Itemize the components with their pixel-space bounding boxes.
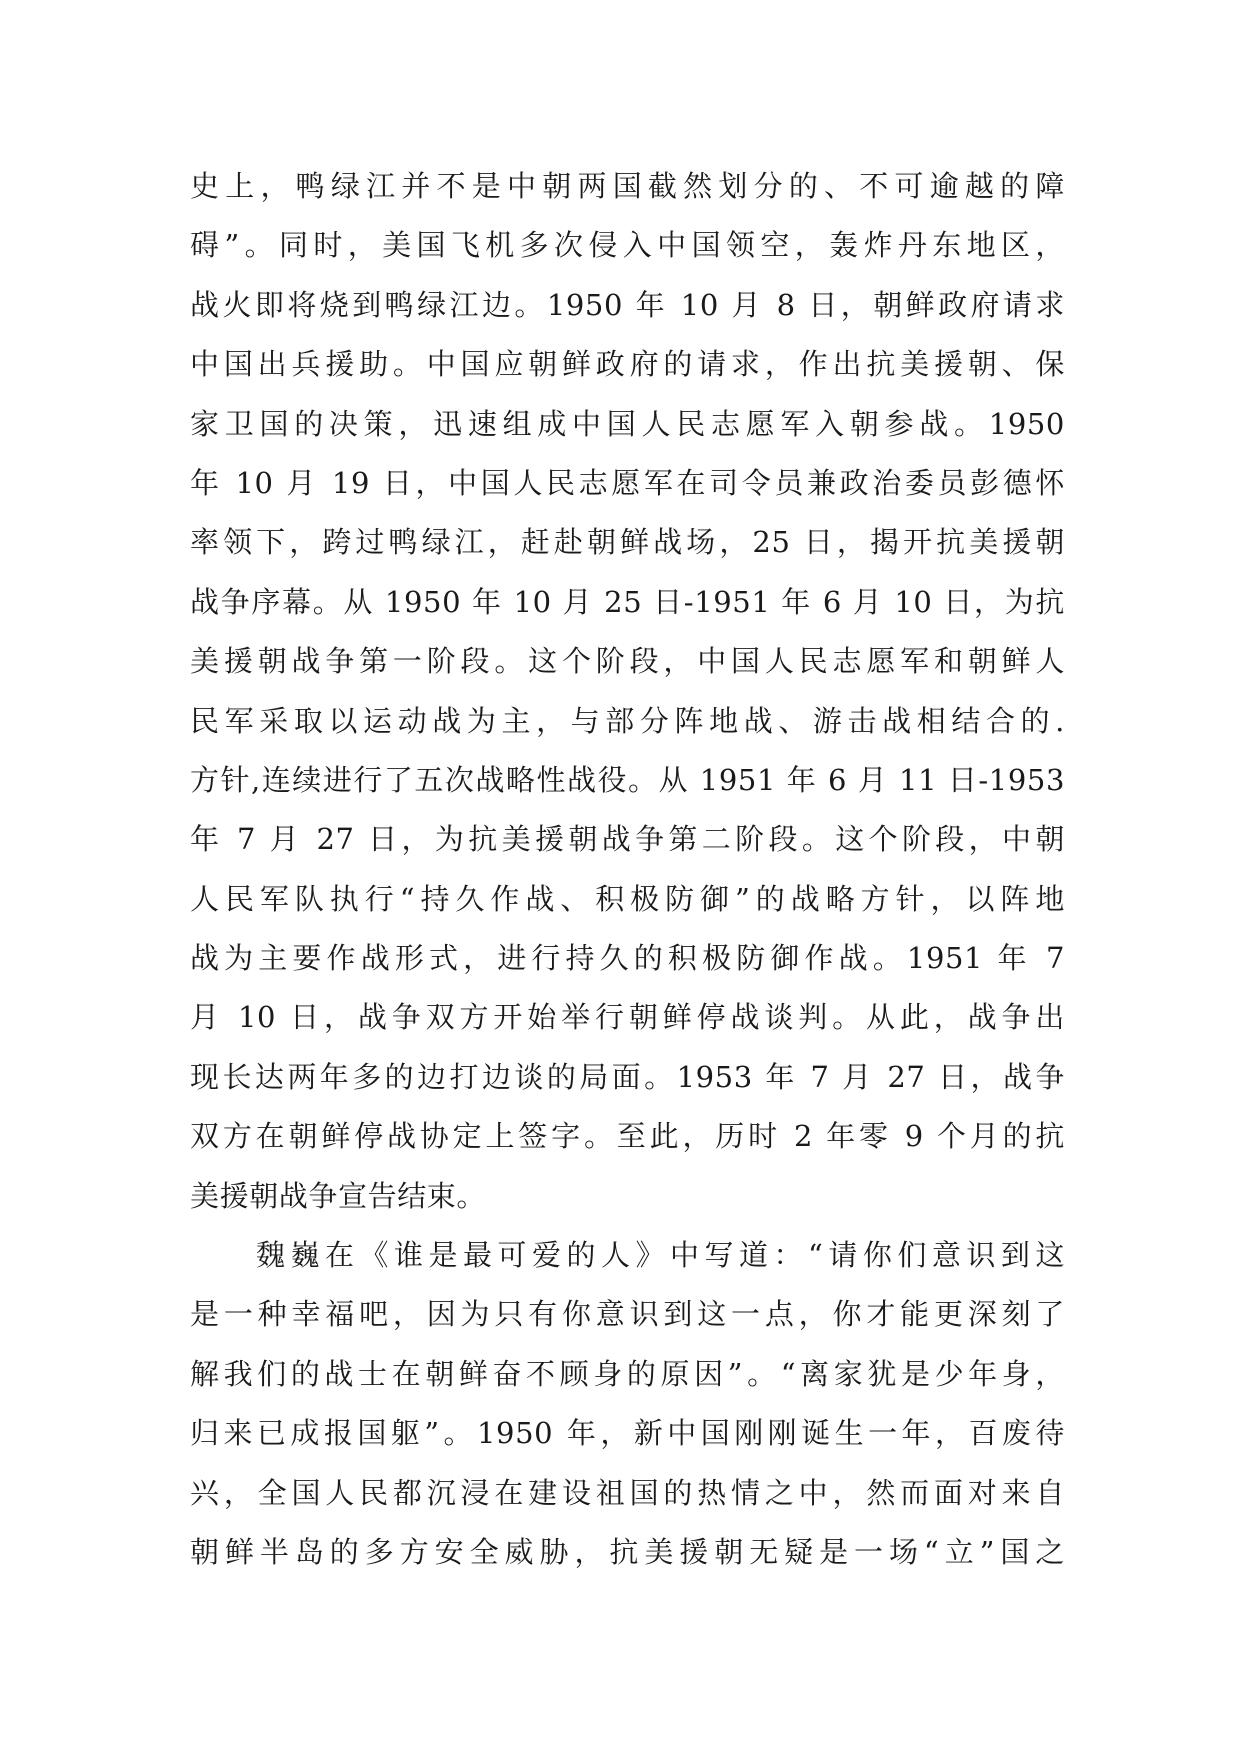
text-line: 美援朝战争宣告结束。 bbox=[190, 1178, 487, 1213]
paragraph-2 bbox=[190, 1226, 1065, 1582]
text-line: 战争序幕。从 1950 年 10 月 25 日-1951 年 6 月 10 日，为抗 bbox=[190, 584, 1065, 619]
text-line: 人民军队执行“持久作战、积极防御”的战略方针，以阵地 bbox=[190, 881, 1065, 916]
text-line: 方针,连续进行了五次战略性战役。从 1951 年 6 月 11 日-1953 bbox=[190, 762, 1065, 797]
paragraph-1 bbox=[190, 157, 1065, 1226]
text-line: 兴，全国人民都沉浸在建设祖国的热情之中，然而面对来自 bbox=[190, 1475, 1065, 1510]
text-line: 中国出兵援助。中国应朝鲜政府的请求，作出抗美援朝、保 bbox=[190, 347, 1065, 382]
text-line: 战火即将烧到鸭绿江边。1950 年 10 月 8 日，朝鲜政府请求 bbox=[190, 287, 1065, 322]
text-line: 月 10 日，战争双方开始举行朝鲜停战谈判。从此，战争出 bbox=[190, 1000, 1065, 1035]
text-line: 解我们的战士在朝鲜奋不顾身的原因”。“离家犹是少年身， bbox=[190, 1356, 1065, 1391]
text-line: 年 10 月 19 日，中国人民志愿军在司令员兼政治委员彭德怀 bbox=[190, 465, 1065, 500]
text-line: 魏巍在《谁是最可爱的人》中写道：“请你们意识到这 bbox=[256, 1238, 1065, 1273]
body-text bbox=[190, 157, 1065, 1582]
text-line: 率领下，跨过鸭绿江，赶赴朝鲜战场，25 日，揭开抗美援朝 bbox=[190, 525, 1065, 560]
text-line: 双方在朝鲜停战协定上签字。至此，历时 2 年零 9 个月的抗 bbox=[190, 1119, 1065, 1154]
text-line: 家卫国的决策，迅速组成中国人民志愿军入朝参战。1950 bbox=[190, 406, 1065, 441]
text-line: 碍”。同时，美国飞机多次侵入中国领空，轰炸丹东地区， bbox=[190, 228, 1065, 263]
text-line: 是一种幸福吧，因为只有你意识到这一点，你才能更深刻了 bbox=[190, 1297, 1065, 1332]
text-line: 民军采取以运动战为主，与部分阵地战、游击战相结合的. bbox=[190, 703, 1065, 738]
text-line: 归来已成报国躯”。1950 年，新中国刚刚诞生一年，百废待 bbox=[190, 1416, 1065, 1451]
text-line: 美援朝战争第一阶段。这个阶段，中国人民志愿军和朝鲜人 bbox=[190, 644, 1065, 679]
text-line: 年 7 月 27 日，为抗美援朝战争第二阶段。这个阶段，中朝 bbox=[190, 822, 1065, 857]
text-line: 朝鲜半岛的多方安全威胁，抗美援朝无疑是一场“立”国之 bbox=[190, 1534, 1065, 1569]
text-line: 史上，鸭绿江并不是中朝两国截然划分的、不可逾越的障 bbox=[190, 169, 1065, 203]
text-line: 战为主要作战形式，进行持久的积极防御作战。1951 年 7 bbox=[190, 941, 1065, 976]
text-line: 现长达两年多的边打边谈的局面。1953 年 7 月 27 日，战争 bbox=[190, 1059, 1065, 1094]
